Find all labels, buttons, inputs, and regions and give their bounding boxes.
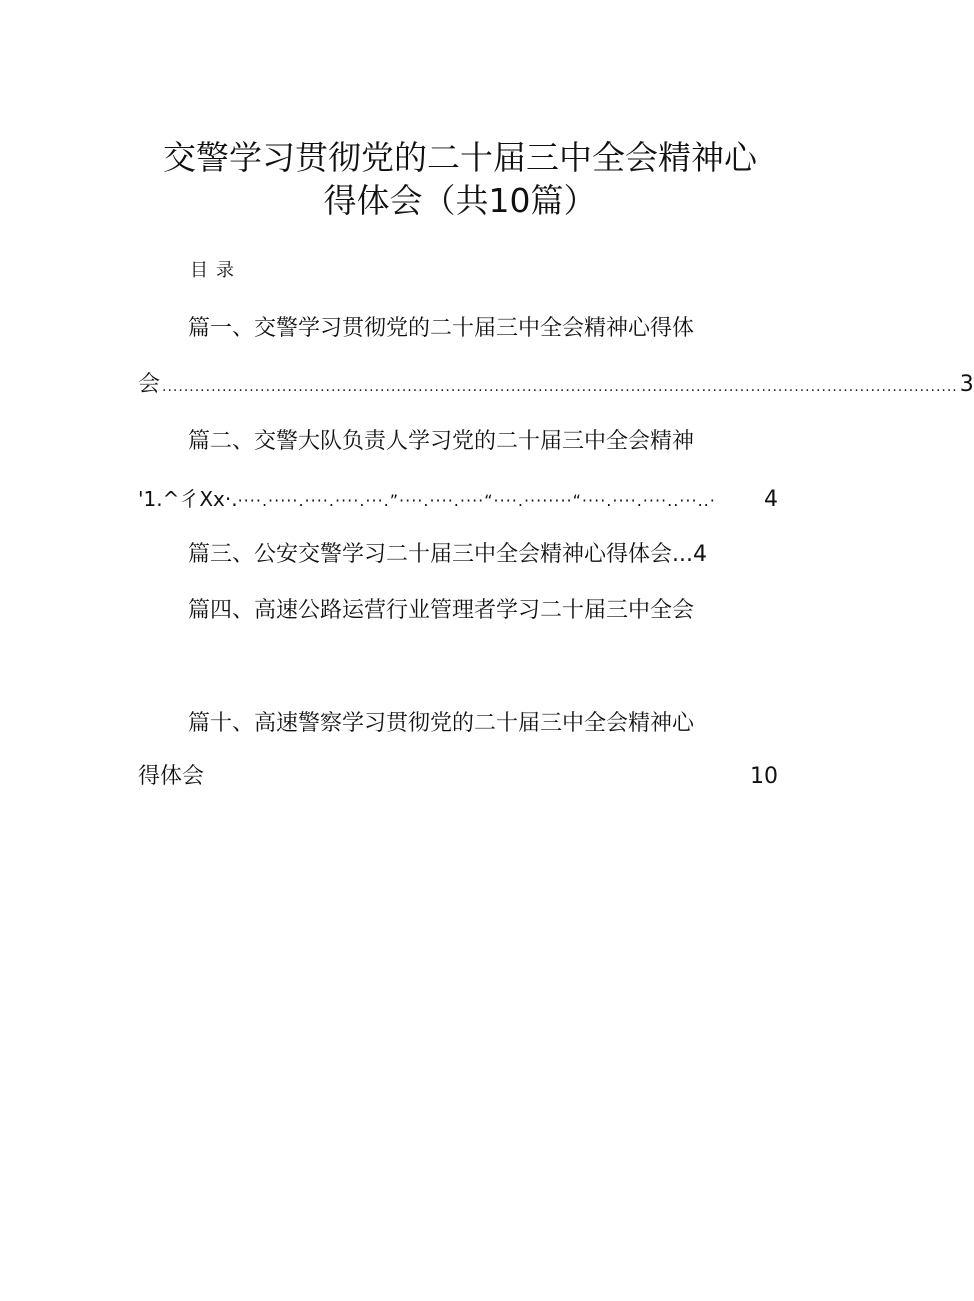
toc-entry-1-page: 3: [959, 372, 974, 397]
toc-entry-4: 篇四、高速公路运营行业管理者学习二十届三中全会: [188, 598, 695, 623]
toc-entry-1-leader: ..................................................................................................................................................: [162, 379, 958, 395]
toc-entry-10-page: 10: [750, 764, 778, 789]
toc-entry-1-tail: 会: [138, 372, 161, 397]
document-title-line-2: 得体会（共10篇）: [323, 181, 597, 220]
toc-entry-10-line-2: [138, 762, 778, 792]
toc-entry-2-page: 4: [764, 487, 778, 512]
toc-entry-2-line-2: [138, 484, 778, 514]
document-title-line-1: 交警学习贯彻党的二十届三中全会精神心: [163, 138, 757, 177]
toc-entry-1-line-2: [138, 370, 974, 400]
toc-heading: 目录: [190, 260, 242, 281]
toc-entry-10-tail: 得体会: [138, 764, 205, 789]
toc-entry-10-line-1: 篇十、高速警察学习贯彻党的二十届三中全会精神心: [188, 711, 695, 736]
toc-entry-2-leader: ····.·····.····.····.···.”····.····.····“····.········“····.····.····..···..·: [237, 491, 716, 510]
toc-entry-3: 篇三、公安交警学习二十届三中全会精神心得体会...4: [188, 542, 707, 567]
toc-entry-2-tail: '1.^彳Xx·.: [138, 487, 238, 511]
toc-entry-2-line-1: 篇二、交警大队负责人学习党的二十届三中全会精神: [188, 429, 695, 454]
toc-entry-1-line-1: 篇一、交警学习贯彻党的二十届三中全会精神心得体: [188, 316, 695, 341]
